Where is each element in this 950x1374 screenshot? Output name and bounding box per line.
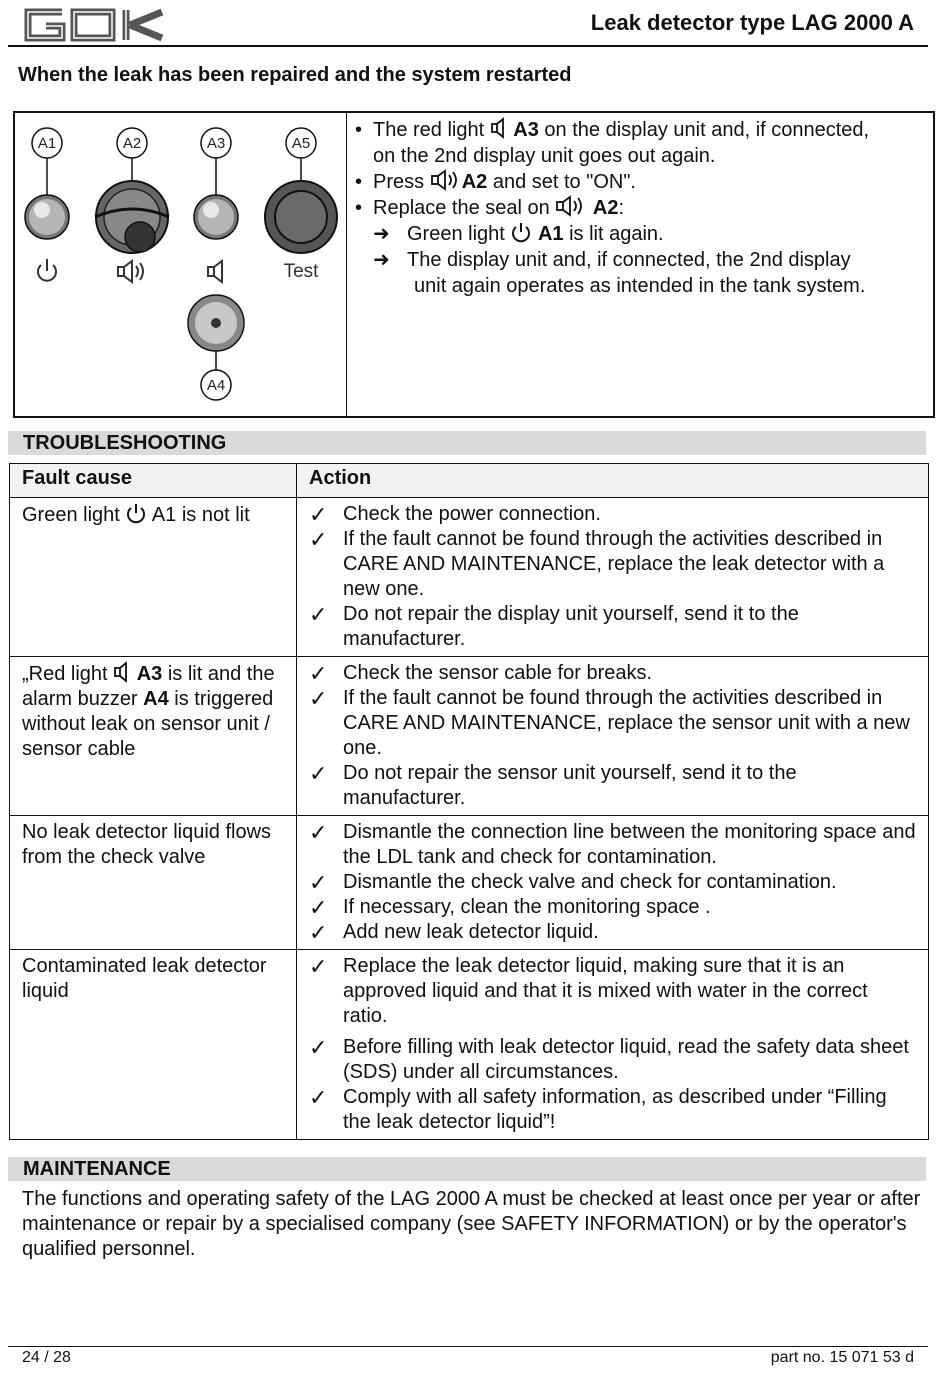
troubleshooting-table (9, 463, 929, 1140)
check-icon: ✓ (309, 954, 328, 979)
svg-text:A3: A3 (206, 135, 226, 152)
speaker-mute-icon (208, 261, 222, 282)
action-cell (297, 657, 929, 816)
svg-text:A4: A4 (206, 377, 226, 394)
result-item: ➜ The display unit and, if connected, the 2nd display unit again operates as intended in the tank system. (373, 249, 866, 297)
test-label: Test (283, 261, 319, 282)
bullet: • (355, 197, 363, 219)
document-title: Leak detector type LAG 2000 A (590, 10, 914, 35)
action-item: ✓ If the fault cannot be found through the activities described in CARE AND MAINTENANCE, replace the sensor unit with a new one. (309, 686, 910, 759)
svg-text:A1: A1 (37, 135, 57, 152)
action-item: ✓ Add new leak detector liquid. (309, 920, 599, 945)
instruction-item: • Press A2 and set to "ON". (355, 171, 636, 193)
troubleshooting-heading-band (8, 431, 926, 455)
bullet: • (355, 171, 363, 193)
column-header-fault-cause: Fault cause (10, 464, 297, 498)
a3-red-light (194, 195, 238, 239)
label-a3 (201, 128, 231, 158)
action-item: ✓ Do not repair the sensor unit yourself, send it to the manufacturer. (309, 761, 797, 809)
label-a2 (117, 128, 147, 158)
result-item: ➜ Green light A1 is lit again. (373, 223, 664, 245)
power-icon (125, 502, 147, 524)
speaker-icon (430, 169, 462, 191)
device-panel-illustration (15, 113, 347, 416)
check-icon: ✓ (309, 686, 328, 711)
action-item: ✓ If the fault cannot be found through the activities described in CARE AND MAINTENANCE, replace the leak detector with a new one. (309, 527, 885, 600)
speaker-mute-icon (113, 661, 131, 683)
maintenance-heading-band (8, 1157, 926, 1181)
figure-box (13, 111, 935, 418)
check-icon: ✓ (309, 502, 328, 527)
action-item: ✓ If necessary, clean the monitoring space . (309, 895, 711, 920)
gok-logo (22, 8, 200, 42)
check-icon: ✓ (309, 527, 328, 552)
check-icon: ✓ (309, 1085, 328, 1110)
fault-cause-cell: Contaminated leak detector liquid (10, 950, 297, 1140)
section-title: When the leak has been repaired and the system restarted (18, 64, 572, 86)
action-item: ✓ Before filling with leak detector liquid, read the safety data sheet (SDS) under all circumstances. (309, 1035, 909, 1083)
restart-instructions (355, 117, 925, 299)
check-icon: ✓ (309, 820, 328, 845)
check-icon: ✓ (309, 661, 328, 686)
action-item: ✓ Replace the leak detector liquid, making sure that it is an approved liquid and that it is mixed with water in the correct ratio. (309, 954, 868, 1027)
a1-green-light (25, 195, 69, 239)
arrow-icon: ➜ (373, 223, 390, 245)
device-panel-svg (15, 113, 346, 416)
table-header-row (10, 464, 929, 498)
a4-buzzer (188, 295, 244, 351)
page-number: 24 / 28 (22, 1349, 71, 1366)
check-icon: ✓ (309, 761, 328, 786)
action-cell (297, 498, 929, 657)
bullet: • (355, 119, 363, 141)
fault-cause-cell: No leak detector liquid flows from the check valve (10, 816, 297, 950)
label-a5 (286, 128, 316, 158)
instruction-item: • The red light A3 on the display unit and, if connected, on the 2nd display unit goes out again. (355, 119, 870, 167)
a5-test-button (265, 181, 337, 253)
instruction-item: • Replace the seal on A2: (355, 197, 625, 219)
check-icon: ✓ (309, 870, 328, 895)
check-icon: ✓ (309, 920, 328, 945)
action-item: ✓ Dismantle the check valve and check for contamination. (309, 870, 837, 895)
fault-cause-cell: „Red light A3 is lit and the alarm buzzer A4 is triggered without leak on sensor unit / sensor cable (10, 657, 297, 816)
action-item: ✓ Check the sensor cable for breaks. (309, 661, 653, 686)
troubleshooting-heading: TROUBLESHOOTING (23, 432, 227, 454)
action-item: ✓ Check the power connection. (309, 502, 601, 527)
action-item: ✓ Dismantle the connection line between the monitoring space and the LDL tank and check for contamination. (309, 820, 916, 868)
action-item: ✓ Do not repair the display unit yourself, send it to the manufacturer. (309, 602, 799, 650)
header-divider (8, 45, 928, 47)
check-icon: ✓ (309, 602, 328, 627)
table-row (10, 498, 929, 657)
power-icon (510, 221, 532, 243)
check-icon: ✓ (309, 895, 328, 920)
table-row (10, 950, 929, 1140)
table-row (10, 816, 929, 950)
a2-buzzer-button (95, 181, 169, 253)
maintenance-text: The functions and operating safety of the LAG 2000 A must be checked at least once per year or after maintenance or repair by a specialised company (see SAFETY INFORMATION) or by the operator's qualified personnel. (22, 1188, 921, 1260)
svg-text:A2: A2 (122, 135, 142, 152)
speaker-mute-icon (490, 117, 508, 139)
table-row (10, 657, 929, 816)
svg-text:A5: A5 (291, 135, 311, 152)
label-a4 (201, 370, 231, 400)
footer-divider (8, 1346, 928, 1347)
check-icon: ✓ (309, 1035, 328, 1060)
speaker-icon (118, 261, 143, 282)
power-icon (38, 259, 56, 281)
maintenance-heading: MAINTENANCE (23, 1158, 171, 1180)
action-cell (297, 950, 929, 1140)
fault-cause-cell: Green light A1 is not lit (10, 498, 297, 657)
arrow-icon: ➜ (373, 249, 390, 271)
label-a1 (32, 128, 62, 158)
part-number: part no. 15 071 53 d (770, 1349, 914, 1366)
action-item: ✓ Comply with all safety information, as described under “Filling the leak detector liquid”! (309, 1085, 887, 1133)
column-header-action: Action (297, 464, 929, 498)
action-cell (297, 816, 929, 950)
speaker-icon (555, 195, 587, 217)
